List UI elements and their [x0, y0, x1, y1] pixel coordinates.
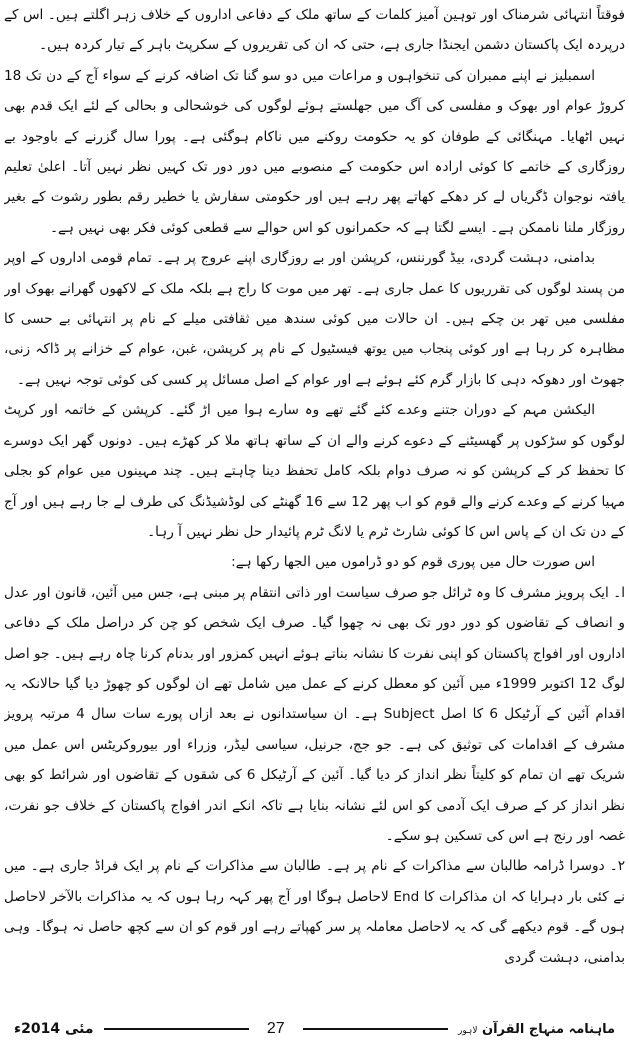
magazine-title	[458, 1022, 615, 1037]
issue-date: مئی 2014ء	[14, 1021, 94, 1037]
magazine-name: ماہنامہ منہاج القرآن	[481, 1021, 615, 1037]
footer-rule-right	[303, 1028, 448, 1030]
page-number: 27	[266, 1020, 285, 1037]
paragraph-continuation: فوقتاً انتہائی شرمناک اور توہین آمیز کلمات کے ساتھ ملک کے دفاعی اداروں کے خلاف زہر اگلتے ہیں۔ اس کے درپردہ ایک پاکستان دشمن ایجنڈا جاری ہے، حتی کہ ان کی تقریروں کے سکرپٹ باہر کے تیار کردہ ہیں۔	[4, 7, 625, 54]
paragraph-two-dramas-intro: اس صورت حال میں پوری قوم کو دو ڈراموں میں الجھا رکھا ہے:	[231, 554, 595, 571]
magazine-city: لاہور	[458, 1025, 478, 1036]
paragraph-unrest: بدامنی، دہشت گردی، بیڈ گورننس، کرپشن اور بے روزگاری اپنے عروج پر ہے۔ تمام قومی اداروں کے اوپر من پسند لوگوں کی تقرریوں کا عمل جاری ہے۔ تھر میں موت کا راج ہے بلکہ ملک کے لاکھوں گھرانے بھوک اور مفلسی میں تھر بن چکے ہیں۔ ان حالات میں کوئی سندھ میں ثقافتی میلے کے نام پر انتہائی بے حسی کا مظاہرہ کر رہا ہے اور کوئی پنجاب میں یوتھ فیسٹیول کے نام پر کرپشن، غبن، عوام کے خزانے پر ڈاکہ زنی، جھوٹ اور دھوکہ دہی کا بازار گرم کئے ہوئے ہے اور عوام کے اصل مسائل پر کسی کی کوئی توجہ نہیں ہے۔	[4, 250, 625, 388]
page-footer	[14, 1014, 615, 1044]
paragraph-point-one: ا۔ ایک پرویز مشرف کا وہ ٹرائل جو صرف سیاست اور ذاتی انتقام پر مبنی ہے، جس میں آئین، قانون اور عدل و انصاف کے تقاضوں کو دور دور تک بھی نہ چھوا گیا۔ صرف ایک شخص کو چن کر دراصل ملک کے دفاعی اداروں اور افواج پاکستان کو اپنی نفرت کا نشانہ بناتے ہوئے انہیں کمزور اور بدنام کرنا چاہ رہے ہیں۔ جو اصل لوگ 12 اکتوبر 1999ء میں آئین کو معطل کرنے کے عمل میں شامل تھے ان لوگوں کو چھوڑ دیا گیا حالانکہ یہ اقدام آئین کے آرٹیکل 6 کا اصل Subject ہے۔ ان سیاستدانوں نے بعد ازاں پورے سات سال 4 مرتبہ پرویز مشرف کے اقدامات کی توثیق کی ہے۔ جو جج، جرنیل، سیاسی لیڈر، وزراء اور بیوروکریٹس اس عمل میں شریک تھے ان تمام کو کلیتاً نظر انداز کر دیا گیا۔ آئین کے آرٹیکل 6 کی شقوں کے تقاضوں اور شرائط کو بھی نظر انداز کر کے صرف ایک آدمی کو اس لئے نشانہ بنایا ہے تاکہ انکے اندر افواج پاکستان کے خلاف جو نفرت، غصہ اور رنج ہے اس کی تسکین ہو سکے۔	[4, 584, 625, 844]
paragraph-point-two: ۲۔ دوسرا ڈرامہ طالبان سے مذاکرات کے نام پر ہے۔ طالبان سے مذاکرات کے نام پر ایک فراڈ جاری ہے۔ میں نے کئی بار دہرایا کہ ان مذاکرات کا End لاحاصل ہوگا اور آج پھر کہہ رہا ہوں کہ یہ مذاکرات بالآخر لاحاصل ہوں گے۔ قوم دیکھے گی کہ یہ لاحاصل معاملہ پر سر کھپاتے رہے اور قوم کو ان سے کچھ حاصل نہ ہوگا۔ وہی بدامنی، دہشت گردی	[4, 858, 625, 966]
footer-rule-left	[104, 1028, 249, 1030]
paragraph-election-campaign: الیکشن مہم کے دوران جتنے وعدے کئے گئے تھے وہ سارے ہوا میں اڑ گئے۔ کرپشن کے خاتمہ اور کرپٹ لوگوں کو سڑکوں پر گھسیٹنے کے دعوے کرنے والے ان کے ساتھ ہاتھ ملا کر کھڑے ہیں۔ دونوں گھر ایک دوسرے کا تحفظ کر کے کرپشن کو نہ صرف دوام بلکہ کامل تحفظ دینا چاہتے ہیں۔ چند مہینوں میں عوام کو بجلی مہیا کرنے کے وعدے کرنے والے قوم کو اب پھر 12 سے 16 گھنٹے کی لوڈشیڈنگ کی طرف لے جا رہے ہیں اور آج کے دن تک ان کے پاس اس کا کوئی شارٹ ٹرم یا لانگ ٹرم پائیدار حل نظر نہیں آ رہا۔	[4, 402, 625, 540]
article-column	[4, 0, 625, 1010]
paragraph-assemblies: اسمبلیز نے اپنے ممبران کی تنخواہوں و مراعات میں دو سو گنا تک اضافہ کرنے کے سواء آج کے دن تک 18 کروڑ عوام اور بھوک و مفلسی کی آگ میں جھلستے ہوئے لوگوں کی خوشحالی و بحالی کے لئے ایک قدم بھی نہیں اٹھایا۔ مہنگائی کے طوفان کو یہ حکومت روکنے میں ناکام ہوگئی ہے۔ پورا سال گزرنے کے باوجود بے روزگاری کے خاتمے کا کوئی ارادہ اس حکومت کے منصوبے میں دور دور تک کہیں نظر نہیں آتا۔ اعلیٰ تعلیم یافتہ نوجوان ڈگریاں لے کر دھکے کھاتے پھر رہے ہیں اور حکومتی سفارش یا خطیر رقم بطور رشوت کے بغیر روزگار ملنا ناممکن ہے۔ ایسے لگتا ہے کہ حکمرانوں کو اس حوالے سے قطعی کوئی فکر بھی نہیں ہے۔	[4, 67, 625, 236]
